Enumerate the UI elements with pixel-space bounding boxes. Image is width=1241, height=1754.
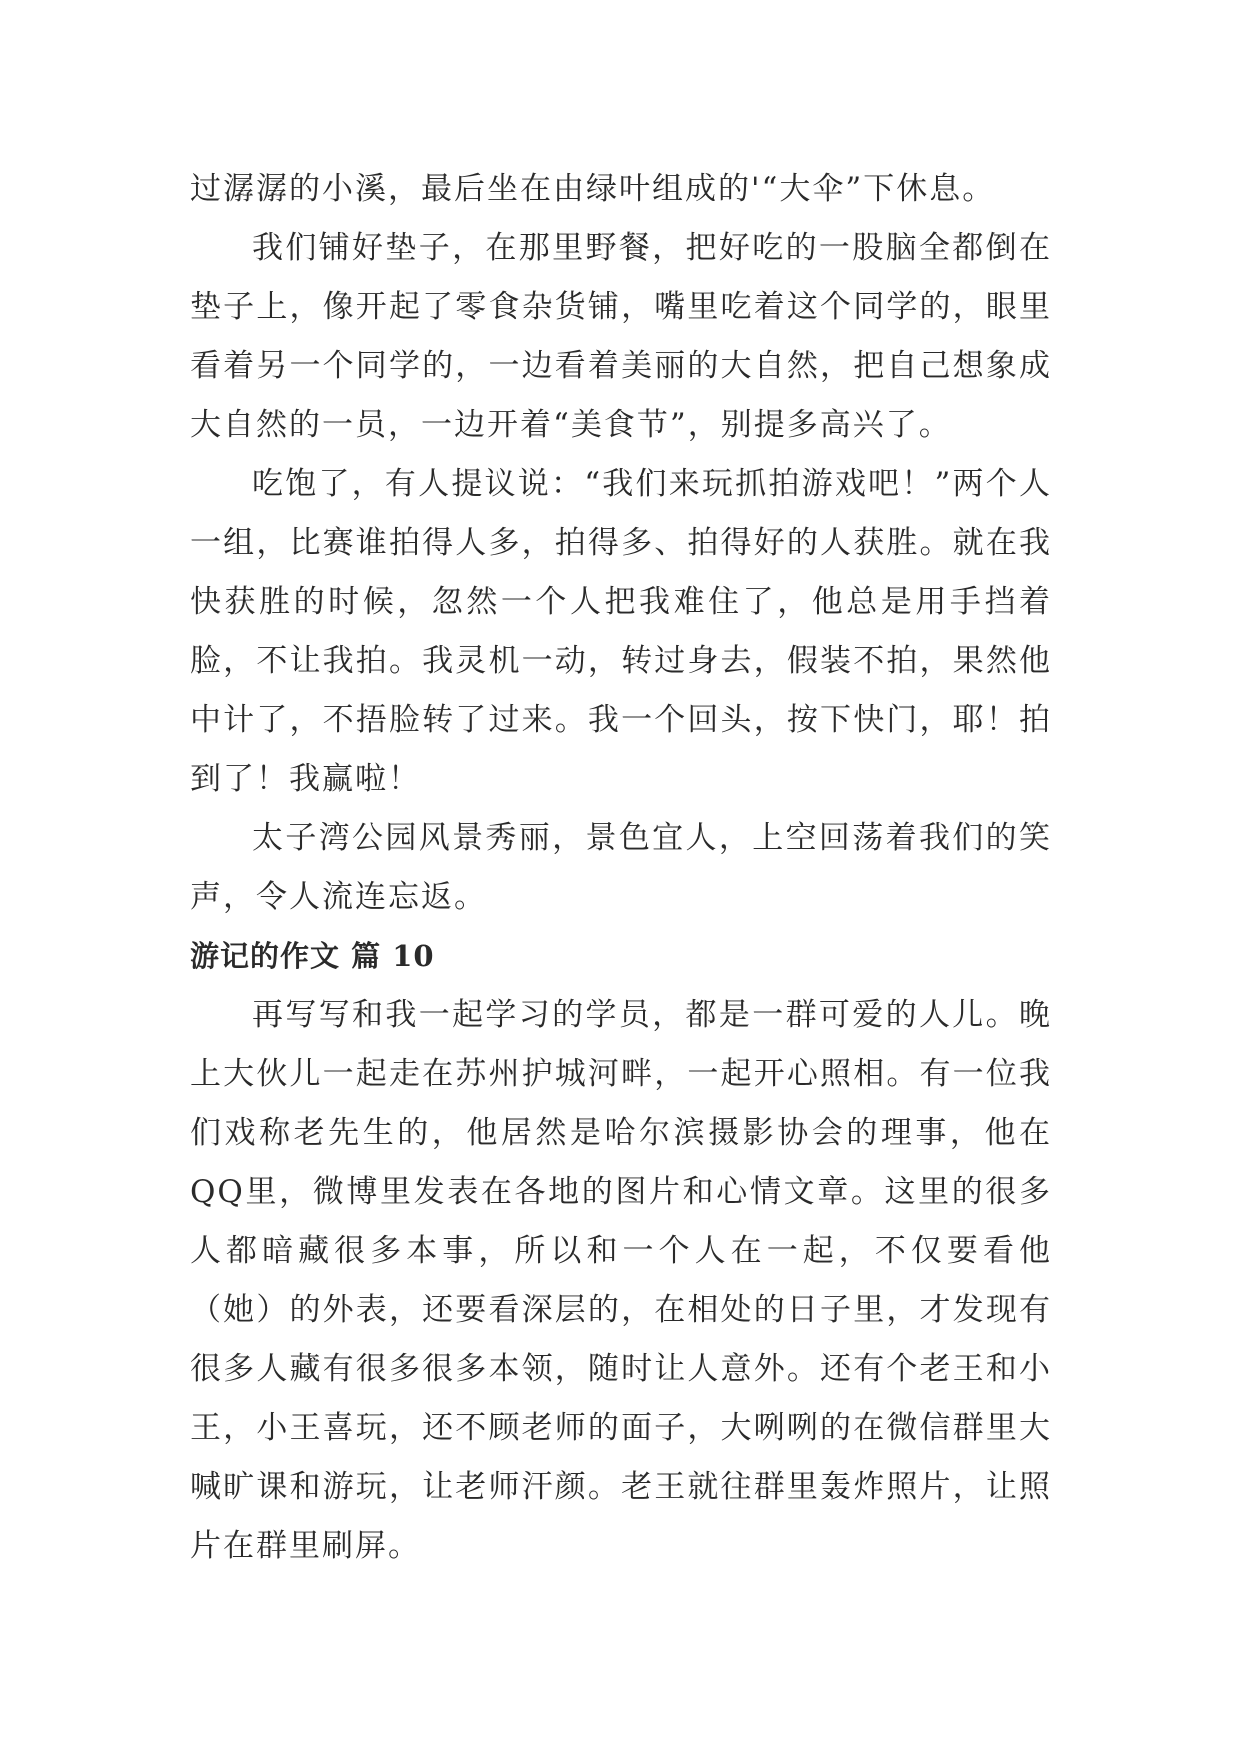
- document-body: [190, 160, 1052, 1576]
- paragraph-4: 太子湾公园风景秀丽，景色宜人，上空回荡着我们的笑声，令人流连忘返。: [190, 820, 1052, 915]
- paragraph-3: 吃饱了，有人提议说：“我们来玩抓拍游戏吧！”两个人一组，比赛谁拍得人多，拍得多、拍得好的人获胜。就在我快获胜的时候，忽然一个人把我难住了，他总是用手挡着脸，不让我拍。我灵机一动，转过身去，假装不拍，果然他中计了，不捂脸转了过来。我一个回头，按下快门，耶！拍到了！我赢啦！: [190, 466, 1052, 797]
- paragraph-5: 再写写和我一起学习的学员，都是一群可爱的人儿。晚上大伙儿一起走在苏州护城河畔，一起开心照相。有一位我们戏称老先生的，他居然是哈尔滨摄影协会的理事，他在QQ里，微博里发表在各地的图片和心情文章。这里的很多人都暗藏很多本事，所以和一个人在一起，不仅要看他（她）的外表，还要看深层的，在相处的日子里，才发现有很多人藏有很多很多本领，随时让人意外。还有个老王和小王，小王喜玩，还不顾老师的面子，大咧咧的在微信群里大喊旷课和游玩，让老师汗颜。老王就往群里轰炸照片，让照片在群里刷屏。: [190, 997, 1052, 1564]
- paragraph-1: 过潺潺的小溪，最后坐在由绿叶组成的'“大伞”下休息。: [190, 171, 996, 207]
- section-heading: 游记的作文 篇 10: [190, 939, 435, 973]
- paragraph-2: 我们铺好垫子，在那里野餐，把好吃的一股脑全都倒在垫子上，像开起了零食杂货铺，嘴里吃着这个同学的，眼里看着另一个同学的，一边看着美丽的大自然，把自己想象成大自然的一员，一边开着“美食节”，别提多高兴了。: [190, 230, 1052, 443]
